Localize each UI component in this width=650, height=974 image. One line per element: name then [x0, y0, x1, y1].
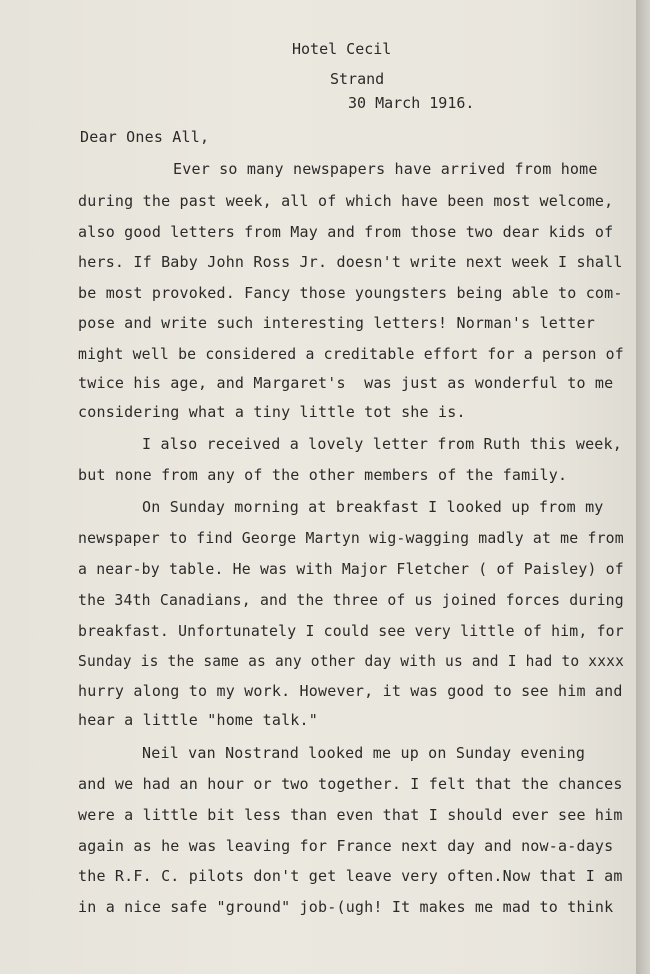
body-line: were a little bit less than even that I should ever see him	[78, 806, 623, 824]
body-line: a near-by table. He was with Major Fletcher ( of Paisley) of	[78, 560, 624, 578]
body-line: hurry along to my work. However, it was good to see him and	[78, 682, 623, 700]
body-line: I also received a lovely letter from Ruth this week,	[142, 435, 622, 453]
body-line: Sunday is the same as any other day with us and I had to xxxx	[78, 652, 625, 670]
body-line: the R.F. C. pilots don't get leave very often.Now that I am	[78, 867, 623, 885]
body-line: be most provoked. Fancy those youngsters being able to com-	[78, 284, 623, 302]
body-line: hear a little "home talk."	[78, 711, 318, 729]
body-line: in a nice safe "ground" job-(ugh! It makes me mad to think	[78, 898, 614, 916]
body-line: considering what a tiny little tot she is.	[78, 403, 466, 421]
body-line: the 34th Canadians, and the three of us joined forces during	[78, 591, 624, 609]
body-line: again as he was leaving for France next day and now-a-days	[78, 837, 614, 855]
body-line: and we had an hour or two together. I felt that the chances	[78, 775, 623, 793]
body-line: pose and write such interesting letters! Norman's letter	[78, 314, 595, 332]
body-line: during the past week, all of which have been most welcome,	[78, 192, 614, 210]
body-line: breakfast. Unfortunately I could see very little of him, for	[78, 622, 624, 640]
header-hotel: Hotel Cecil	[292, 40, 392, 58]
body-line: might well be considered a creditable effort for a person of	[78, 345, 624, 363]
body-line: On Sunday morning at breakfast I looked up from my	[142, 498, 604, 516]
header-date: 30 March 1916.	[348, 94, 475, 112]
body-line: Neil van Nostrand looked me up on Sunday evening	[142, 744, 586, 762]
body-line: but none from any of the other members of the family.	[78, 466, 568, 484]
body-line: Ever so many newspapers have arrived from home	[173, 160, 598, 178]
page-edge	[636, 0, 650, 974]
salutation: Dear Ones All,	[80, 128, 210, 146]
body-line: also good letters from May and from those two dear kids of	[78, 223, 614, 241]
body-line: newspaper to find George Martyn wig-wagging madly at me from	[78, 529, 624, 547]
header-street: Strand	[330, 70, 385, 88]
body-line: hers. If Baby John Ross Jr. doesn't write next week I shall	[78, 253, 623, 271]
body-line: twice his age, and Margaret's was just as wonderful to me	[78, 374, 614, 392]
